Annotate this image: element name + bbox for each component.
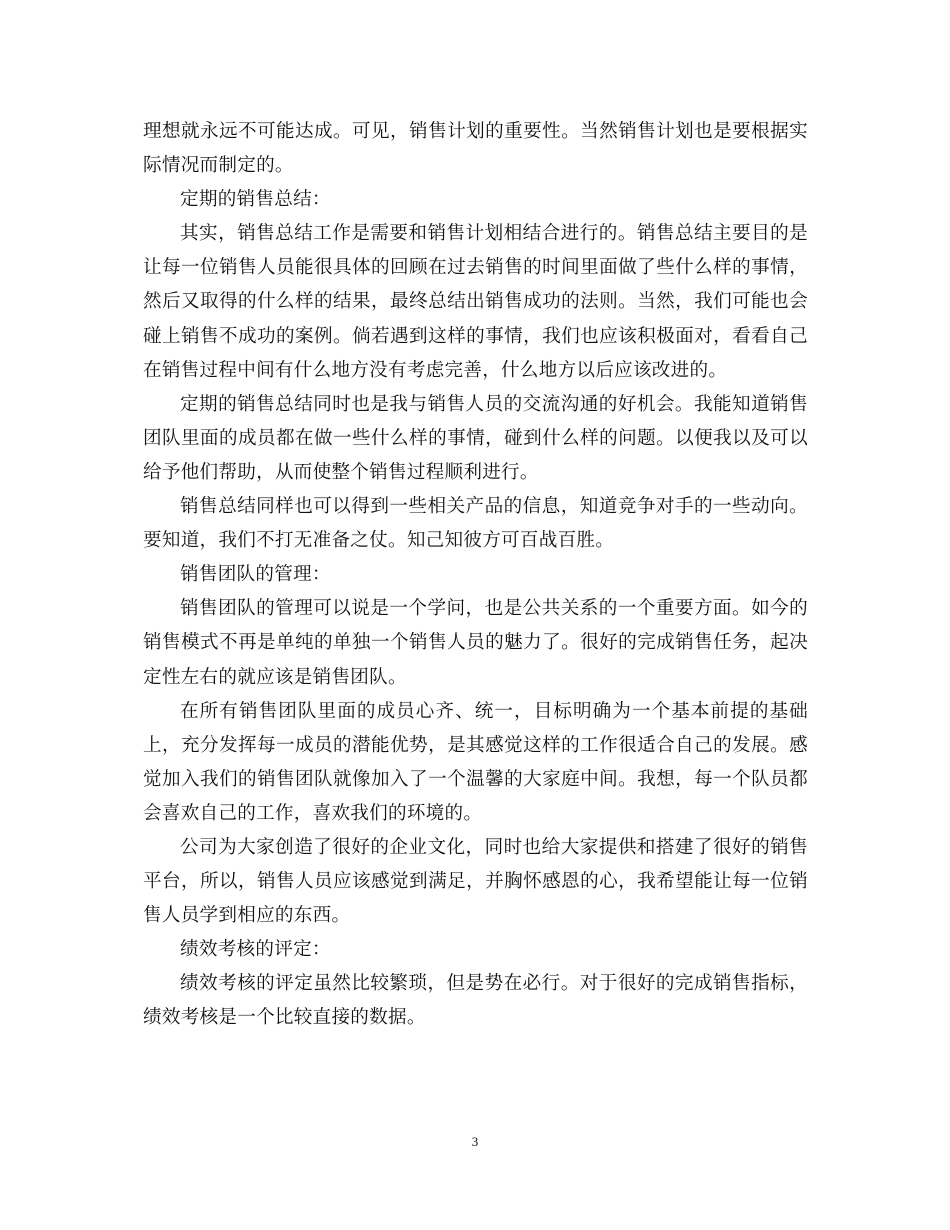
heading-performance-review: 绩效考核的评定： <box>180 939 331 961</box>
paragraph-11: 绩效考核的评定虽然比较繁琐，但是势在必行。对于很好的完成销售指标，绩效考核是一个比较直接的数据。 <box>143 973 808 1029</box>
paragraph-7: 销售团队的管理可以说是一个学问，也是公共关系的一个重要方面。如今的销售模式不再是单纯的单独一个销售人员的魅力了。很好的完成销售任务，起决定性左右的就应该是销售团队。 <box>143 598 808 688</box>
paragraph-4: 定期的销售总结同时也是我与销售人员的交流沟通的好机会。我能知道销售团队里面的成员都在做一些什么样的事情，碰到什么样的问题。以便我以及可以给予他们帮助，从而使整个销售过程顺利进行。 <box>143 393 808 483</box>
paragraph-5: 销售总结同样也可以得到一些相关产品的信息，知道竞争对手的一些动向。要知道，我们不打无准备之仗。知己知彼方可百战百胜。 <box>143 496 808 552</box>
page-number: 3 <box>471 1134 479 1149</box>
paragraph-8: 在所有销售团队里面的成员心齐、统一，目标明确为一个基本前提的基础上，充分发挥每一成员的潜能优势，是其感觉这样的工作很适合自己的发展。感觉加入我们的销售团队就像加入了一个温馨的大家庭中间。我想，每一个队员都会喜欢自己的工作，喜欢我们的环境的。 <box>143 700 808 824</box>
heading-regular-summary: 定期的销售总结： <box>180 189 331 211</box>
body-text <box>143 115 808 1036</box>
paragraph-3: 其实，销售总结工作是需要和销售计划相结合进行的。销售总结主要目的是让每一位销售人员能很具体的回顾在过去销售的时间里面做了些什么样的事情，然后又取得的什么样的结果，最终总结出销售成功的法则。当然，我们可能也会碰上销售不成功的案例。倘若遇到这样的事情，我们也应该积极面对，看看自己在销售过程中间有什么地方没有考虑完善，什么地方以后应该改进的。 <box>143 223 808 381</box>
paragraph-9: 公司为大家创造了很好的企业文化，同时也给大家提供和搭建了很好的销售平台，所以，销售人员应该感觉到满足，并胸怀感恩的心，我希望能让每一位销售人员学到相应的东西。 <box>143 836 808 927</box>
heading-team-management: 销售团队的管理： <box>180 564 331 586</box>
paragraph-1: 理想就永远不可能达成。可见，销售计划的重要性。当然销售计划也是要根据实际情况而制定的。 <box>143 121 808 177</box>
